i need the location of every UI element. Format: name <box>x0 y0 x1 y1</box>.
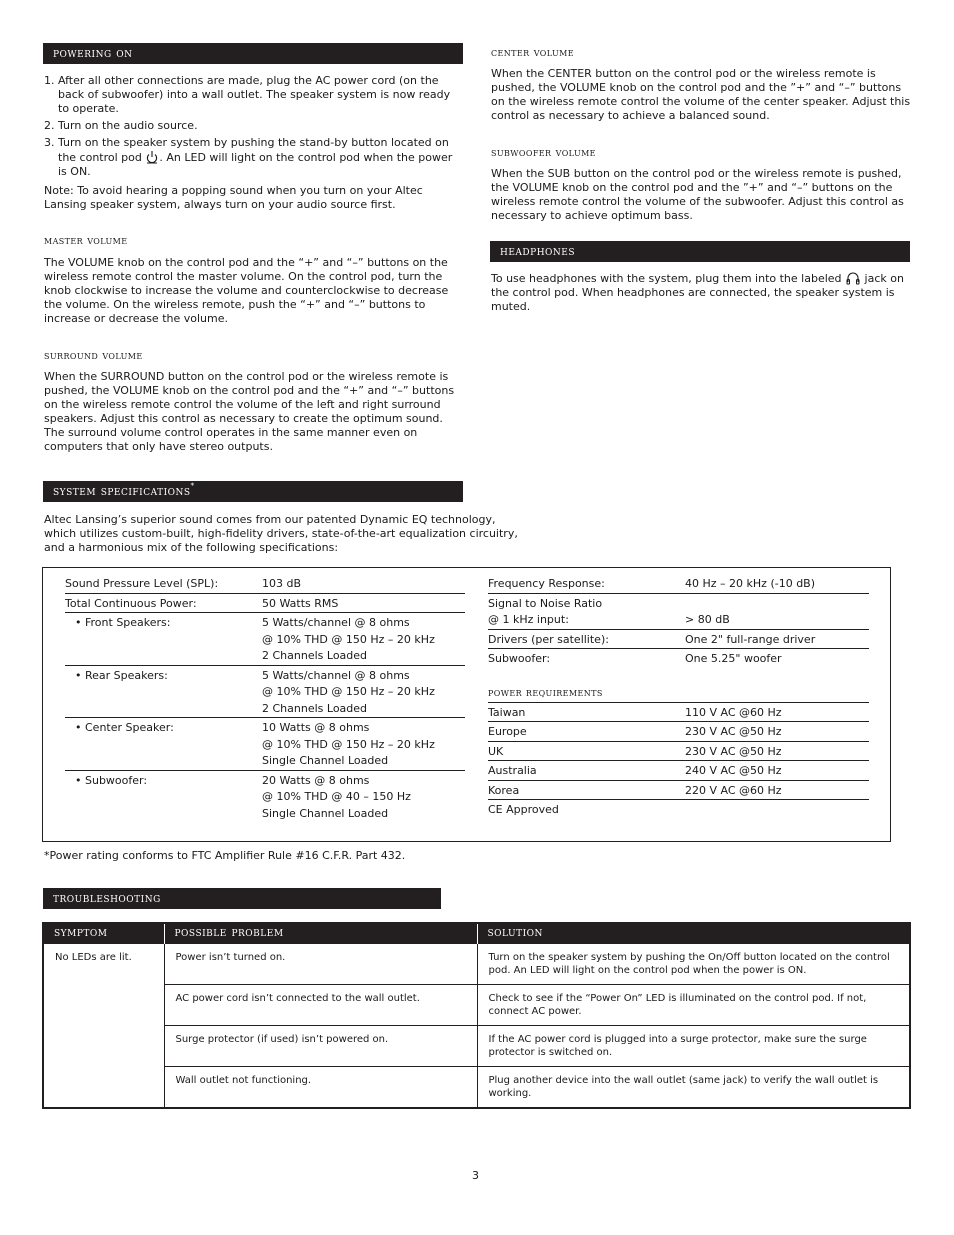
problem-cell: AC power cord isn’t connected to the wall outlet. <box>164 984 477 1025</box>
spec-row: Signal to Noise Ratio @ 1 kHz input: > 80 dB <box>488 594 869 630</box>
list-item: 2. Turn on the audio source. <box>44 119 198 132</box>
header-solution: solution <box>477 923 910 943</box>
spec-row: • Center Speaker: 10 Watts @ 8 ohms @ 10% THD @ 150 Hz – 20 kHz Single Channel Loaded <box>65 718 465 771</box>
troubleshooting-heading: troubleshooting <box>43 888 441 909</box>
power-row: Taiwan 110 V AC @60 Hz <box>488 703 869 723</box>
specs-left-table <box>65 574 465 822</box>
spec-row: Frequency Response: 40 Hz – 20 kHz (-10 dB) <box>488 574 869 594</box>
subwoofer-volume-text: When the SUB button on the control pod or the wireless remote is pushed, the VOLUME knob on the control pod and the ”+” and “–” buttons on the wireless remote control the volume of the subwoofer. Adjust this control as necessary to achieve optimum bass. <box>491 167 904 222</box>
spec-row: • Front Speakers: 5 Watts/channel @ 8 ohms @ 10% THD @ 150 Hz – 20 kHz 2 Channels Loaded <box>65 613 465 666</box>
troubleshooting-table <box>42 922 911 1109</box>
powering-on-heading: powering on <box>43 43 463 64</box>
power-requirements-heading: power requirements <box>488 686 869 703</box>
solution-cell: If the AC power cord is plugged into a surge protector, make sure the surge protector is switched on. <box>477 1025 910 1066</box>
spec-row: • Rear Speakers: 5 Watts/channel @ 8 ohms @ 10% THD @ 150 Hz – 20 kHz 2 Channels Loaded <box>65 666 465 719</box>
center-volume-heading: center volume <box>491 45 575 59</box>
problem-cell: Power isn’t turned on. <box>164 943 477 984</box>
spec-row: Sound Pressure Level (SPL): 103 dB <box>65 574 465 594</box>
power-row: Korea 220 V AC @60 Hz <box>488 781 869 801</box>
surround-volume-heading: surround volume <box>44 348 143 362</box>
list-item: 1. After all other connections are made, plug the AC power cord (on the back of subwoofer) into a wall outlet. The speaker system is now ready to operate. <box>44 74 451 115</box>
powering-on-note: Note: To avoid hearing a popping sound when you turn on your Altec Lansing speaker system, always turn on your audio source first. <box>44 184 423 211</box>
subwoofer-volume-heading: subwoofer volume <box>491 145 596 159</box>
power-row: UK 230 V AC @50 Hz <box>488 742 869 762</box>
problem-cell: Surge protector (if used) isn’t powered on. <box>164 1025 477 1066</box>
system-specs-heading: system specifications* <box>43 481 463 502</box>
specs-footnote: *Power rating conforms to FTC Amplifier Rule #16 C.F.R. Part 432. <box>44 849 406 862</box>
master-volume-text: The VOLUME knob on the control pod and the “+” and “–” buttons on the wireless remote control the master volume. On the control pod, turn the knob clockwise to increase the volume and counterclockwise to decrease the volume. On the wireless remote, push the “+” and “–” buttons to increase or decrease the volume. <box>44 256 449 325</box>
headphones-heading: headphones <box>490 241 910 262</box>
specs-box <box>42 567 891 842</box>
power-icon <box>145 150 159 164</box>
page-number: 3 <box>472 1169 479 1182</box>
headphones-icon <box>845 271 861 285</box>
list-item: 3. Turn on the speaker system by pushing the stand-by button located on the control pod . An LED will light on the control pod when the power is ON. <box>44 136 453 178</box>
spec-row: Drivers (per satellite): One 2" full-range driver <box>488 630 869 650</box>
powering-on-steps <box>44 74 464 182</box>
header-symptom: symptom <box>43 923 164 943</box>
headphones-text: To use headphones with the system, plug them into the labeled jack on the control pod. When headphones are connected, the speaker system is muted. <box>491 272 904 313</box>
center-volume-text: When the CENTER button on the control pod or the wireless remote is pushed, the VOLUME knob on the control pod and the ”+” and “–” buttons on the wireless remote control the volume of the center speaker. Adjust this control as necessary to achieve a balanced sound. <box>491 67 911 122</box>
spec-row: • Subwoofer: 20 Watts @ 8 ohms @ 10% THD @ 40 – 150 Hz Single Channel Loaded <box>65 771 465 823</box>
power-row: Europe 230 V AC @50 Hz <box>488 722 869 742</box>
system-specs-intro: Altec Lansing’s superior sound comes from our patented Dynamic EQ technology, which utilizes custom-built, high-fidelity drivers, state-of-the-art equalization circuitry, and a harmonious mix of the following specifications: <box>44 513 518 554</box>
solution-cell: Check to see if the “Power On” LED is illuminated on the control pod. If not, connect AC power. <box>477 984 910 1025</box>
solution-cell: Plug another device into the wall outlet (same jack) to verify the wall outlet is working. <box>477 1066 910 1108</box>
spec-row: Total Continuous Power: 50 Watts RMS <box>65 594 465 614</box>
table-row <box>43 943 910 984</box>
power-row: Australia 240 V AC @50 Hz <box>488 761 869 781</box>
table-row <box>43 984 910 1025</box>
surround-volume-text: When the SURROUND button on the control pod or the wireless remote is pushed, the VOLUME knob on the control pod and the “+” and “–” buttons on the wireless remote control the volume of the left and right surround speakers. Adjust this control as necessary to create the optimum sound. The surround volume control operates in the same manner even on computers that only have stereo outputs. <box>44 370 455 453</box>
specs-right-table <box>488 574 869 819</box>
header-possible-problem: possible problem <box>164 923 477 943</box>
symptom-cell: No LEDs are lit. <box>43 943 164 1108</box>
problem-cell: Wall outlet not functioning. <box>164 1066 477 1108</box>
table-row <box>43 1025 910 1066</box>
solution-cell: Turn on the speaker system by pushing the On/Off button located on the control pod. An LED will light on the control pod when the power is ON. <box>477 943 910 984</box>
spec-row: Subwoofer: One 5.25" woofer <box>488 652 782 665</box>
table-row <box>43 1066 910 1108</box>
power-row: CE Approved <box>488 803 559 816</box>
master-volume-heading: master volume <box>44 233 128 247</box>
